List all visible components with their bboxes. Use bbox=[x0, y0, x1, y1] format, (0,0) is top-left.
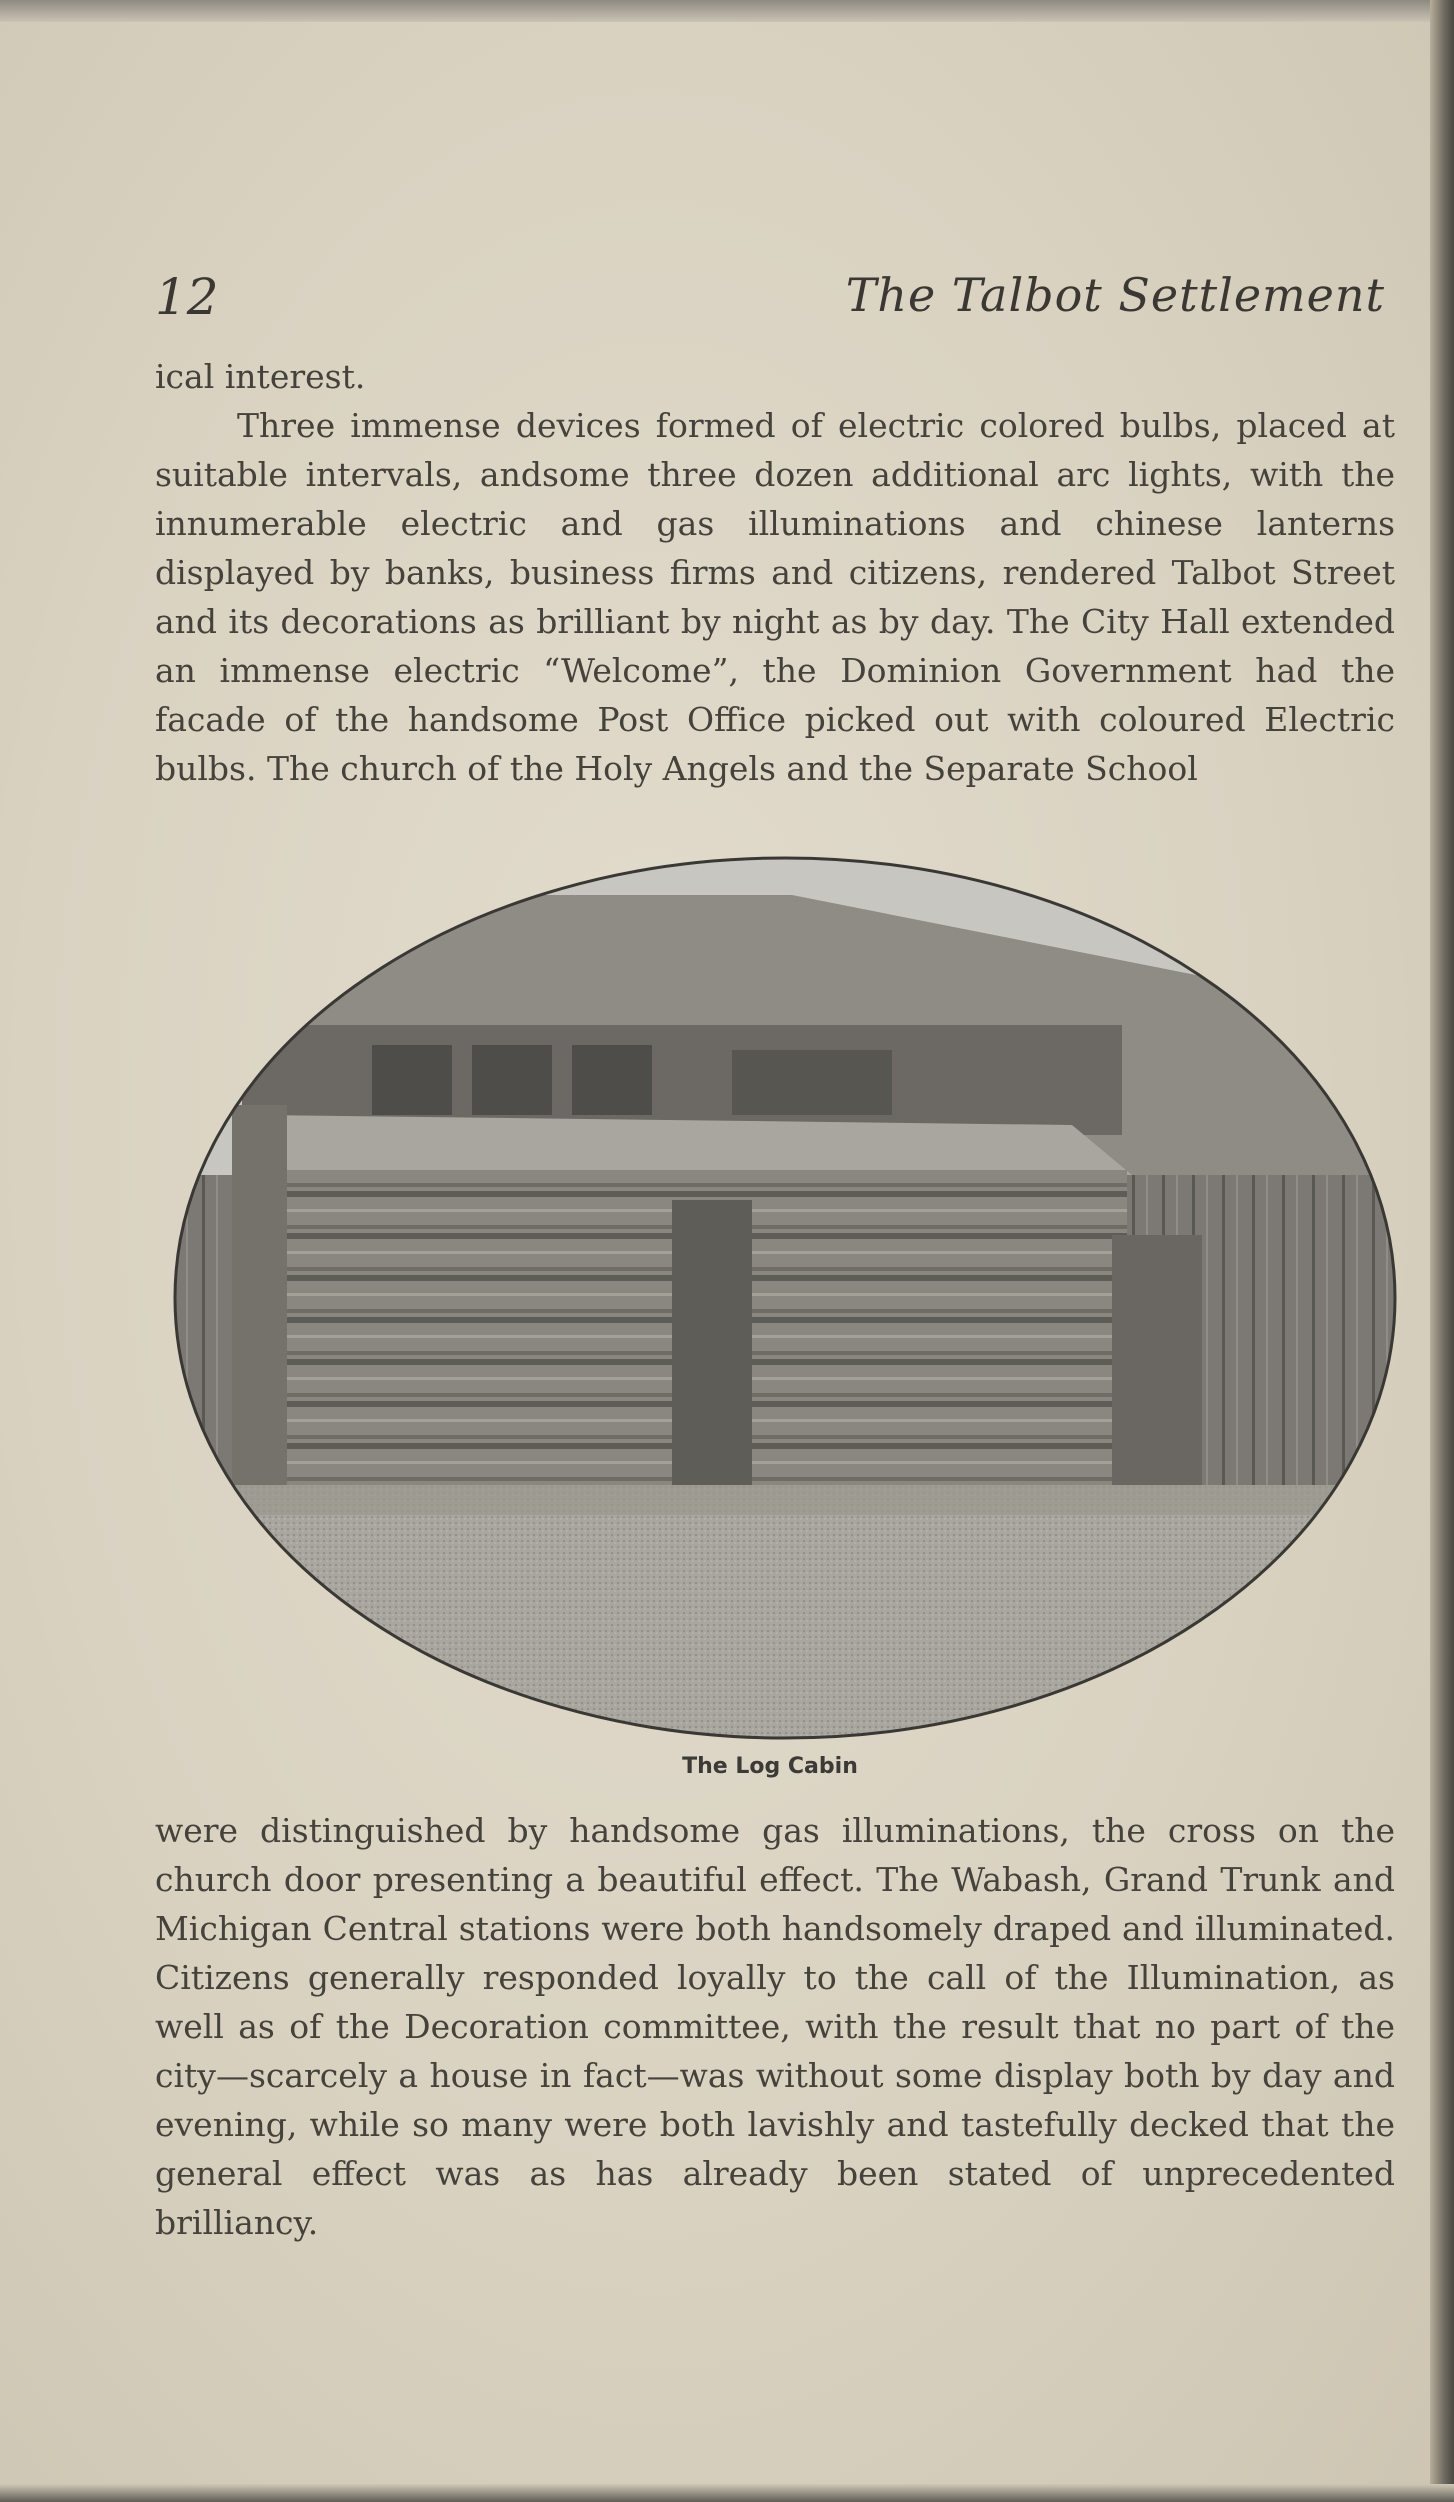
paragraph-continuation: were distinguished by handsome gas illuminations, the cross on the church door presenting a beautiful effect. The Wabash, Grand Trunk and Michigan Central stations were both handsomely draped and illuminated. Citizens generally responded loyally to the call of the Illumination, as well as of the Decoration committee, with the result that no part of the city—scarcely a house in fact—was without some display both by day and evening, while so many were both lavishly and tastefully decked that the general effect was as has already been stated of unprecedented brilliancy. bbox=[155, 1811, 1395, 2242]
page-number: 12 bbox=[155, 268, 219, 326]
paragraph-illumination: Three immense devices formed of electric colored bulbs, placed at suitable intervals, andsome three dozen additional arc lights, with the innumerable electric and gas illuminations and chinese lanterns displayed by banks, business firms and citizens, rendered Talbot Street and its decorations as brilliant by night as by day. The City Hall extended an immense electric “Welcome”, the Dominion Government had the facade of the handsome Post Office picked out with coloured Electric bulbs. The church of the Holy Angels and the Separate School bbox=[155, 406, 1395, 788]
figure-caption: The Log Cabin bbox=[682, 1754, 858, 1779]
page-header bbox=[155, 268, 1385, 338]
page-top-edge bbox=[0, 0, 1454, 22]
page-bottom-edge bbox=[0, 2484, 1454, 2502]
log-cabin-photo bbox=[172, 855, 1398, 1741]
running-title: The Talbot Settlement bbox=[845, 268, 1385, 322]
continuation-line: ical interest. bbox=[155, 357, 366, 396]
body-text-top bbox=[155, 352, 1395, 793]
body-text-bottom bbox=[155, 1806, 1395, 2247]
book-spine-shadow bbox=[1430, 0, 1454, 2502]
